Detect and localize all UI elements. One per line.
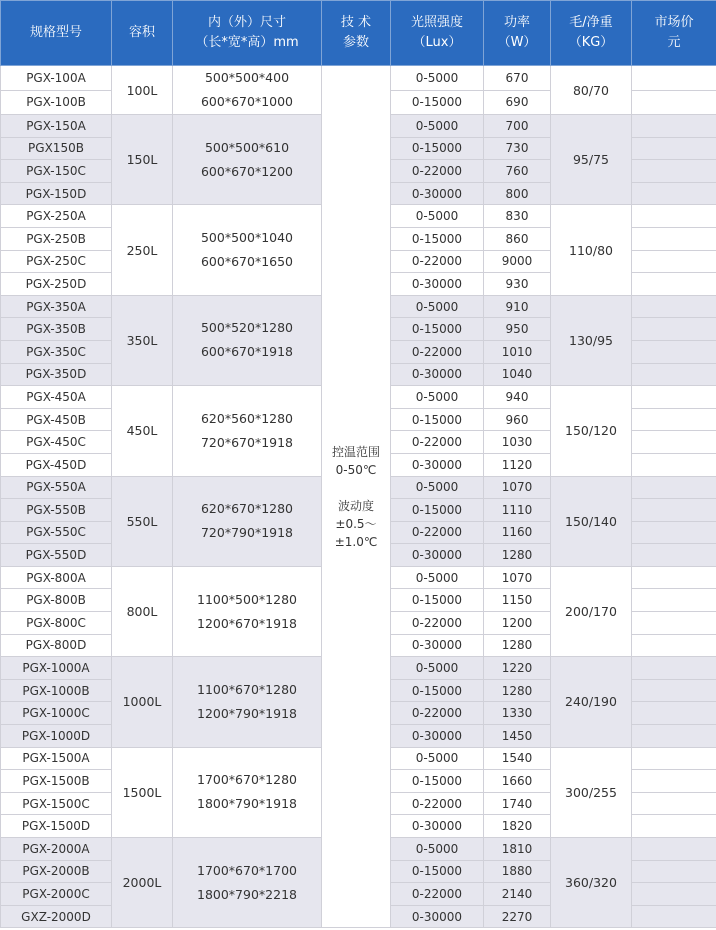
lux-cell: 0-22000 (391, 340, 484, 363)
header-dims: 内（外）尺寸 （长*宽*高）mm (173, 1, 322, 66)
weight-cell: 360/320 (551, 838, 632, 928)
header-capacity: 容积 (112, 1, 173, 66)
tech-params-cell: 控温范围 0-50℃ 波动度 ±0.5～ ±1.0℃ (322, 66, 391, 928)
lux-cell: 0-30000 (391, 182, 484, 205)
model-cell: PGX-1500D (1, 815, 112, 838)
model-cell: PGX-800C (1, 612, 112, 635)
power-cell: 940 (484, 386, 551, 409)
weight-cell: 300/255 (551, 747, 632, 837)
model-cell: PGX-2000A (1, 838, 112, 861)
power-cell: 1160 (484, 521, 551, 544)
capacity-cell: 2000L (112, 838, 173, 928)
lux-cell: 0-22000 (391, 792, 484, 815)
weight-cell: 95/75 (551, 115, 632, 205)
model-cell: PGX-1500C (1, 792, 112, 815)
weight-cell: 110/80 (551, 205, 632, 295)
model-cell: PGX-250D (1, 273, 112, 296)
lux-cell: 0-5000 (391, 657, 484, 680)
model-cell: PGX-150D (1, 182, 112, 205)
capacity-cell: 1500L (112, 747, 173, 837)
header-model: 规格型号 (1, 1, 112, 66)
lux-cell: 0-5000 (391, 566, 484, 589)
dims-cell: 500*520*1280 600*670*1918 (173, 295, 322, 385)
lux-cell: 0-30000 (391, 273, 484, 296)
model-cell: PGX-150A (1, 115, 112, 138)
model-cell: PGX150B (1, 137, 112, 160)
model-cell: PGX-800D (1, 634, 112, 657)
price-cell (632, 589, 716, 612)
lux-cell: 0-30000 (391, 725, 484, 748)
power-cell: 1810 (484, 838, 551, 861)
price-cell (632, 137, 716, 160)
power-cell: 1110 (484, 499, 551, 522)
capacity-cell: 150L (112, 115, 173, 205)
lux-cell: 0-15000 (391, 499, 484, 522)
model-cell: PGX-350D (1, 363, 112, 386)
lux-cell: 0-15000 (391, 137, 484, 160)
model-cell: GXZ-2000D (1, 905, 112, 928)
price-cell (632, 363, 716, 386)
dims-cell: 500*500*400 600*670*1000 (173, 66, 322, 115)
model-cell: PGX-150C (1, 160, 112, 183)
price-cell (632, 273, 716, 296)
power-cell: 1280 (484, 544, 551, 567)
lux-cell: 0-30000 (391, 453, 484, 476)
lux-cell: 0-30000 (391, 815, 484, 838)
model-cell: PGX-1000C (1, 702, 112, 725)
lux-cell: 0-22000 (391, 612, 484, 635)
lux-cell: 0-30000 (391, 905, 484, 928)
price-cell (632, 838, 716, 861)
weight-cell: 80/70 (551, 66, 632, 115)
weight-cell: 200/170 (551, 566, 632, 656)
price-cell (632, 747, 716, 770)
price-cell (632, 340, 716, 363)
header-row (1, 1, 716, 66)
model-cell: PGX-350C (1, 340, 112, 363)
power-cell: 1040 (484, 363, 551, 386)
capacity-cell: 350L (112, 295, 173, 385)
lux-cell: 0-5000 (391, 386, 484, 409)
price-cell (632, 770, 716, 793)
power-cell: 1280 (484, 634, 551, 657)
header-price: 市场价 元 (632, 1, 716, 66)
model-cell: PGX-100A (1, 66, 112, 91)
power-cell: 1070 (484, 476, 551, 499)
lux-cell: 0-5000 (391, 66, 484, 91)
lux-cell: 0-5000 (391, 115, 484, 138)
power-cell: 690 (484, 90, 551, 115)
model-cell: PGX-2000B (1, 860, 112, 883)
power-cell: 2140 (484, 883, 551, 906)
dims-cell: 500*500*1040 600*670*1650 (173, 205, 322, 295)
price-cell (632, 679, 716, 702)
lux-cell: 0-22000 (391, 160, 484, 183)
price-cell (632, 115, 716, 138)
price-cell (632, 702, 716, 725)
power-cell: 1540 (484, 747, 551, 770)
capacity-cell: 800L (112, 566, 173, 656)
capacity-cell: 450L (112, 386, 173, 476)
model-cell: PGX-1500A (1, 747, 112, 770)
power-cell: 1880 (484, 860, 551, 883)
price-cell (632, 408, 716, 431)
price-cell (632, 612, 716, 635)
model-cell: PGX-450D (1, 453, 112, 476)
dims-cell: 620*670*1280 720*790*1918 (173, 476, 322, 566)
price-cell (632, 431, 716, 454)
price-cell (632, 815, 716, 838)
lux-cell: 0-30000 (391, 634, 484, 657)
price-cell (632, 725, 716, 748)
header-weight: 毛/净重 （KG） (551, 1, 632, 66)
price-cell (632, 657, 716, 680)
lux-cell: 0-5000 (391, 295, 484, 318)
dims-cell: 1100*500*1280 1200*670*1918 (173, 566, 322, 656)
power-cell: 800 (484, 182, 551, 205)
table-row (1, 66, 716, 91)
weight-cell: 150/140 (551, 476, 632, 566)
price-cell (632, 160, 716, 183)
model-cell: PGX-1000A (1, 657, 112, 680)
lux-cell: 0-15000 (391, 318, 484, 341)
price-cell (632, 499, 716, 522)
lux-cell: 0-22000 (391, 431, 484, 454)
lux-cell: 0-22000 (391, 250, 484, 273)
model-cell: PGX-1000D (1, 725, 112, 748)
dims-cell: 500*500*610 600*670*1200 (173, 115, 322, 205)
header-power: 功率 （W） (484, 1, 551, 66)
lux-cell: 0-15000 (391, 589, 484, 612)
lux-cell: 0-5000 (391, 205, 484, 228)
model-cell: PGX-2000C (1, 883, 112, 906)
power-cell: 1200 (484, 612, 551, 635)
model-cell: PGX-350A (1, 295, 112, 318)
weight-cell: 130/95 (551, 295, 632, 385)
power-cell: 1030 (484, 431, 551, 454)
price-cell (632, 250, 716, 273)
lux-cell: 0-22000 (391, 883, 484, 906)
lux-cell: 0-15000 (391, 770, 484, 793)
lux-cell: 0-15000 (391, 679, 484, 702)
price-cell (632, 386, 716, 409)
lux-cell: 0-15000 (391, 227, 484, 250)
price-cell (632, 295, 716, 318)
price-cell (632, 566, 716, 589)
power-cell: 1070 (484, 566, 551, 589)
model-cell: PGX-250B (1, 227, 112, 250)
price-cell (632, 905, 716, 928)
power-cell: 830 (484, 205, 551, 228)
model-cell: PGX-550A (1, 476, 112, 499)
capacity-cell: 100L (112, 66, 173, 115)
model-cell: PGX-800B (1, 589, 112, 612)
model-cell: PGX-450C (1, 431, 112, 454)
model-cell: PGX-550D (1, 544, 112, 567)
price-cell (632, 205, 716, 228)
lux-cell: 0-15000 (391, 408, 484, 431)
lux-cell: 0-5000 (391, 747, 484, 770)
power-cell: 670 (484, 66, 551, 91)
dims-cell: 1700*670*1700 1800*790*2218 (173, 838, 322, 928)
power-cell: 1280 (484, 679, 551, 702)
header-lux: 光照强度 （Lux） (391, 1, 484, 66)
price-cell (632, 453, 716, 476)
weight-cell: 240/190 (551, 657, 632, 747)
power-cell: 2270 (484, 905, 551, 928)
model-cell: PGX-350B (1, 318, 112, 341)
power-cell: 930 (484, 273, 551, 296)
model-cell: PGX-800A (1, 566, 112, 589)
power-cell: 1220 (484, 657, 551, 680)
power-cell: 950 (484, 318, 551, 341)
price-cell (632, 792, 716, 815)
power-cell: 860 (484, 227, 551, 250)
lux-cell: 0-22000 (391, 521, 484, 544)
power-cell: 960 (484, 408, 551, 431)
power-cell: 910 (484, 295, 551, 318)
price-cell (632, 860, 716, 883)
price-cell (632, 227, 716, 250)
power-cell: 1450 (484, 725, 551, 748)
lux-cell: 0-30000 (391, 544, 484, 567)
dims-cell: 620*560*1280 720*670*1918 (173, 386, 322, 476)
model-cell: PGX-550C (1, 521, 112, 544)
price-cell (632, 521, 716, 544)
dims-cell: 1100*670*1280 1200*790*1918 (173, 657, 322, 747)
model-cell: PGX-450A (1, 386, 112, 409)
power-cell: 700 (484, 115, 551, 138)
price-cell (632, 90, 716, 115)
model-cell: PGX-1000B (1, 679, 112, 702)
power-cell: 1820 (484, 815, 551, 838)
price-cell (632, 544, 716, 567)
power-cell: 1120 (484, 453, 551, 476)
power-cell: 1660 (484, 770, 551, 793)
table-body (1, 66, 716, 928)
price-cell (632, 318, 716, 341)
model-cell: PGX-550B (1, 499, 112, 522)
capacity-cell: 550L (112, 476, 173, 566)
price-cell (632, 634, 716, 657)
power-cell: 1330 (484, 702, 551, 725)
lux-cell: 0-5000 (391, 838, 484, 861)
model-cell: PGX-450B (1, 408, 112, 431)
price-cell (632, 66, 716, 91)
capacity-cell: 250L (112, 205, 173, 295)
lux-cell: 0-15000 (391, 860, 484, 883)
dims-cell: 1700*670*1280 1800*790*1918 (173, 747, 322, 837)
power-cell: 1150 (484, 589, 551, 612)
power-cell: 9000 (484, 250, 551, 273)
model-cell: PGX-250C (1, 250, 112, 273)
power-cell: 730 (484, 137, 551, 160)
lux-cell: 0-30000 (391, 363, 484, 386)
price-cell (632, 182, 716, 205)
model-cell: PGX-1500B (1, 770, 112, 793)
power-cell: 1740 (484, 792, 551, 815)
lux-cell: 0-5000 (391, 476, 484, 499)
model-cell: PGX-250A (1, 205, 112, 228)
lux-cell: 0-15000 (391, 90, 484, 115)
power-cell: 1010 (484, 340, 551, 363)
price-cell (632, 476, 716, 499)
weight-cell: 150/120 (551, 386, 632, 476)
lux-cell: 0-22000 (391, 702, 484, 725)
model-cell: PGX-100B (1, 90, 112, 115)
power-cell: 760 (484, 160, 551, 183)
header-tech: 技 术 参数 (322, 1, 391, 66)
capacity-cell: 1000L (112, 657, 173, 747)
price-cell (632, 883, 716, 906)
